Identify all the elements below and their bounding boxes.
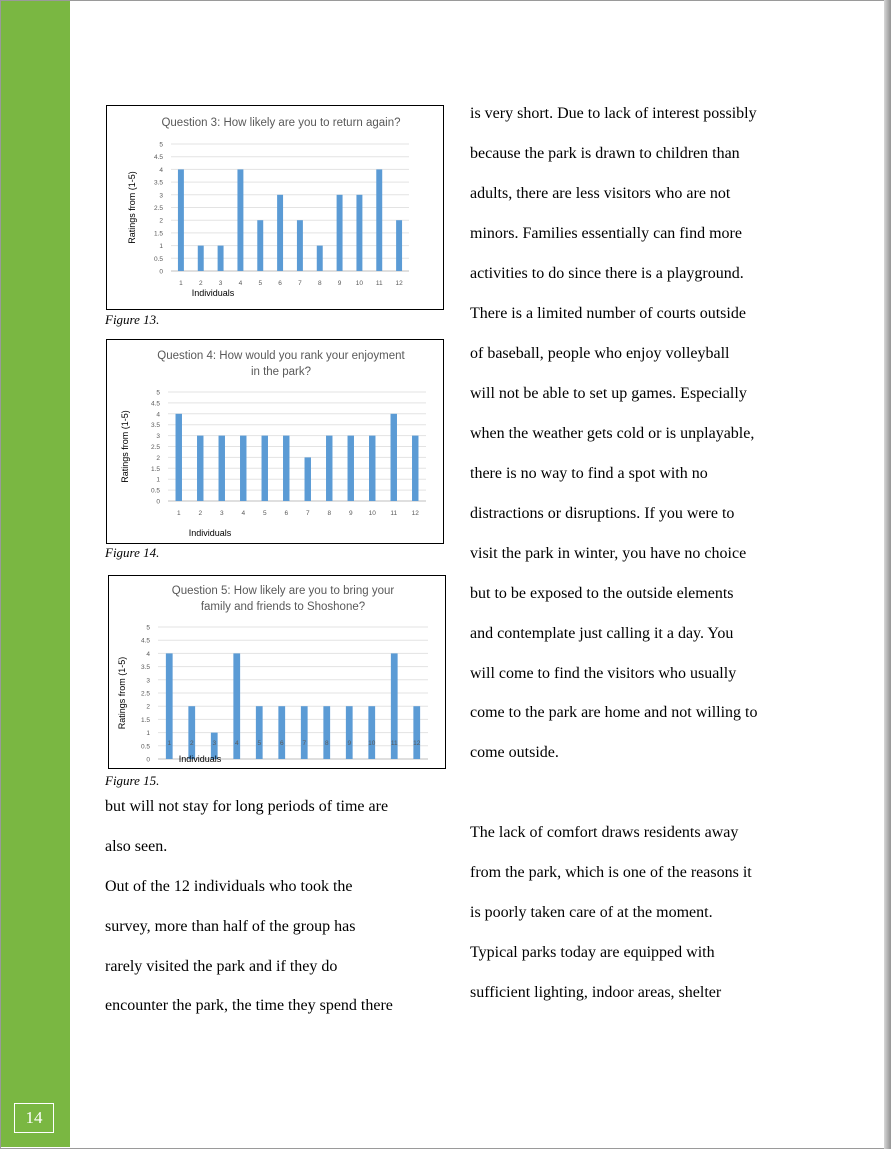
text-line: distractions or disruptions. If you were to [470,505,735,522]
chart-title: Question 3: How likely are you to return again? [161,117,401,129]
bar [413,706,420,759]
bar [257,220,263,271]
bar [283,436,289,501]
y-tick-label: 2.5 [140,690,150,698]
x-tick-label: 8 [317,280,322,287]
x-tick-label: 1 [176,510,181,517]
x-tick-label: 3 [219,510,224,517]
text-line: Out of the 12 individuals who took the [105,878,353,895]
x-tick-label: 5 [262,510,267,517]
figure-13-caption: Figure 13. [105,312,160,327]
x-tick-label: 1 [179,280,183,287]
x-tick-label: 2 [198,510,203,517]
page-edge-shadow [884,0,890,1149]
bar [301,706,308,759]
x-tick-label: 1 [167,740,172,747]
text-line: encounter the park, the time they spend there [105,997,393,1014]
text-line: The lack of comfort draws residents away [470,824,739,841]
x-tick-label: 9 [348,510,353,517]
bar [197,436,203,501]
x-tick-label: 7 [305,510,310,517]
y-tick-label: 2.5 [150,444,160,451]
text-line: also seen. [105,838,168,855]
text-line: sufficient lighting, indoor areas, shelter [470,984,722,1001]
y-axis-label: Ratings from (1-5) [117,656,127,730]
text-line: minors. Families essentially can find more [470,225,742,242]
y-tick-label: 3.5 [153,179,163,187]
figure-15-caption: Figure 15. [105,773,160,788]
bar [277,195,283,271]
y-tick-label: 4.5 [153,154,163,162]
bar [317,246,323,271]
text-line: of baseball, people who enjoy volleyball [470,345,730,362]
y-tick-label: 5 [146,624,150,632]
text-line: is very short. Due to lack of interest possibly [470,105,757,122]
y-tick-label: 0.5 [140,743,150,751]
bar [323,706,330,759]
text-line: when the weather gets cold or is unplayable, [470,425,755,442]
text-line: is poorly taken care of at the moment. [470,904,713,921]
chart-title: Question 4: How would you rank your enjoyment [157,350,405,362]
x-tick-label: 5 [258,280,263,287]
y-axis-label: Ratings from (1-5) [127,171,137,244]
y-tick-label: 2 [146,703,150,711]
y-tick-label: 1 [146,730,150,738]
y-tick-label: 1 [156,476,160,484]
y-tick-label: 3.5 [150,422,160,430]
x-axis-label: Individuals [188,528,232,538]
chart-question-5 [108,575,446,769]
bar [262,436,268,501]
y-tick-label: 4 [146,650,150,658]
bar [188,706,195,759]
bar [198,246,204,271]
x-tick-label: 4 [241,510,246,517]
y-tick-label: 4.5 [150,400,160,408]
page-number: 14 [14,1103,54,1133]
x-tick-label: 10 [355,280,364,287]
bar [368,706,375,759]
text-line: but to be exposed to the outside elements [470,585,734,602]
text-line: come outside. [470,744,559,761]
y-tick-label: 0 [146,756,150,764]
y-tick-label: 4 [156,411,160,419]
text-line: Typical parks today are equipped with [470,944,715,961]
figure-14-caption: Figure 14. [105,545,160,560]
bar [176,414,182,501]
bar [219,436,225,501]
x-tick-label: 2 [189,740,194,747]
y-tick-label: 5 [156,389,160,397]
x-tick-label: 12 [395,280,403,287]
y-tick-label: 0.5 [150,487,160,495]
bar [178,169,184,271]
y-tick-label: 1.5 [150,465,160,473]
y-tick-label: 0 [156,498,160,506]
x-tick-label: 2 [198,280,203,287]
y-tick-label: 2.5 [153,205,163,212]
bar [237,169,243,271]
bar [376,169,382,271]
x-tick-label: 6 [284,510,289,517]
bar [256,706,263,759]
x-tick-label: 8 [327,510,332,517]
bar [356,195,362,271]
x-tick-label: 6 [278,280,282,287]
y-tick-label: 3 [146,677,150,685]
x-tick-label: 3 [212,740,217,747]
text-line: will come to find the visitors who usually [470,665,737,682]
x-tick-label: 8 [324,740,329,747]
bar [278,706,285,759]
text-line: there is no way to find a spot with no [470,465,708,482]
y-tick-label: 4 [159,166,163,174]
bar [348,436,354,501]
y-tick-label: 5 [159,141,163,149]
text-line: but will not stay for long periods of time are [105,798,389,815]
x-tick-label: 9 [337,280,342,287]
x-tick-label: 7 [298,280,302,287]
bar [391,414,397,501]
y-tick-label: 1 [159,243,163,251]
y-axis-label: Ratings from (1-5) [120,410,130,483]
x-tick-label: 11 [390,740,398,747]
y-tick-label: 2 [159,217,163,225]
y-tick-label: 1.5 [153,230,163,238]
text-line: adults, there are less visitors who are not [470,185,731,202]
bar [305,457,311,501]
x-tick-label: 10 [368,510,376,517]
bar [218,246,224,271]
text-line: rarely visited the park and if they do [105,958,338,975]
x-tick-label: 11 [390,510,398,517]
x-axis-label: Individuals [178,754,222,764]
chart-question-4 [106,339,444,544]
bar [369,436,375,501]
x-tick-label: 4 [234,740,239,747]
chart-svg [107,106,443,309]
y-tick-label: 3 [156,433,160,441]
text-line: survey, more than half of the group has [105,918,356,935]
text-line: There is a limited number of courts outside [470,305,746,322]
bar [346,706,353,759]
chart-title: in the park? [250,366,312,378]
y-tick-label: 0.5 [153,255,163,263]
x-axis-label: Individuals [191,288,235,298]
text-line: visit the park in winter, you have no choice [470,545,747,562]
page-sidebar-stripe [1,1,70,1147]
x-tick-label: 3 [218,280,223,287]
x-tick-label: 11 [375,280,383,287]
x-tick-label: 6 [279,740,284,747]
text-line: come to the park are home and not willing to [470,704,758,721]
chart-svg [107,340,443,543]
y-tick-label: 0 [159,268,163,276]
x-tick-label: 12 [411,510,419,517]
text-line: from the park, which is one of the reasons it [470,864,752,881]
y-tick-label: 2 [156,454,160,462]
x-tick-label: 9 [347,740,352,747]
y-tick-label: 3 [159,192,163,200]
y-tick-label: 1.5 [140,716,150,724]
bar [412,436,418,501]
bar [396,220,402,271]
bar [240,436,246,501]
text-line: activities to do since there is a playground. [470,265,744,282]
chart-svg [109,576,445,768]
x-tick-label: 5 [257,740,262,747]
bar [326,436,332,501]
chart-title: Question 5: How likely are you to bring your [171,585,395,597]
y-tick-label: 4.5 [140,637,150,645]
x-tick-label: 7 [302,740,307,747]
x-tick-label: 4 [238,280,243,287]
chart-question-3 [106,105,444,310]
text-line: because the park is drawn to children than [470,145,740,162]
bar [297,220,303,271]
text-line: will not be able to set up games. Especially [470,385,747,402]
y-tick-label: 3.5 [140,664,150,672]
x-tick-label: 10 [368,740,376,747]
chart-title: family and friends to Shoshone? [200,601,366,613]
x-tick-label: 12 [413,740,421,747]
bar [337,195,343,271]
text-line: and contemplate just calling it a day. You [470,625,734,642]
